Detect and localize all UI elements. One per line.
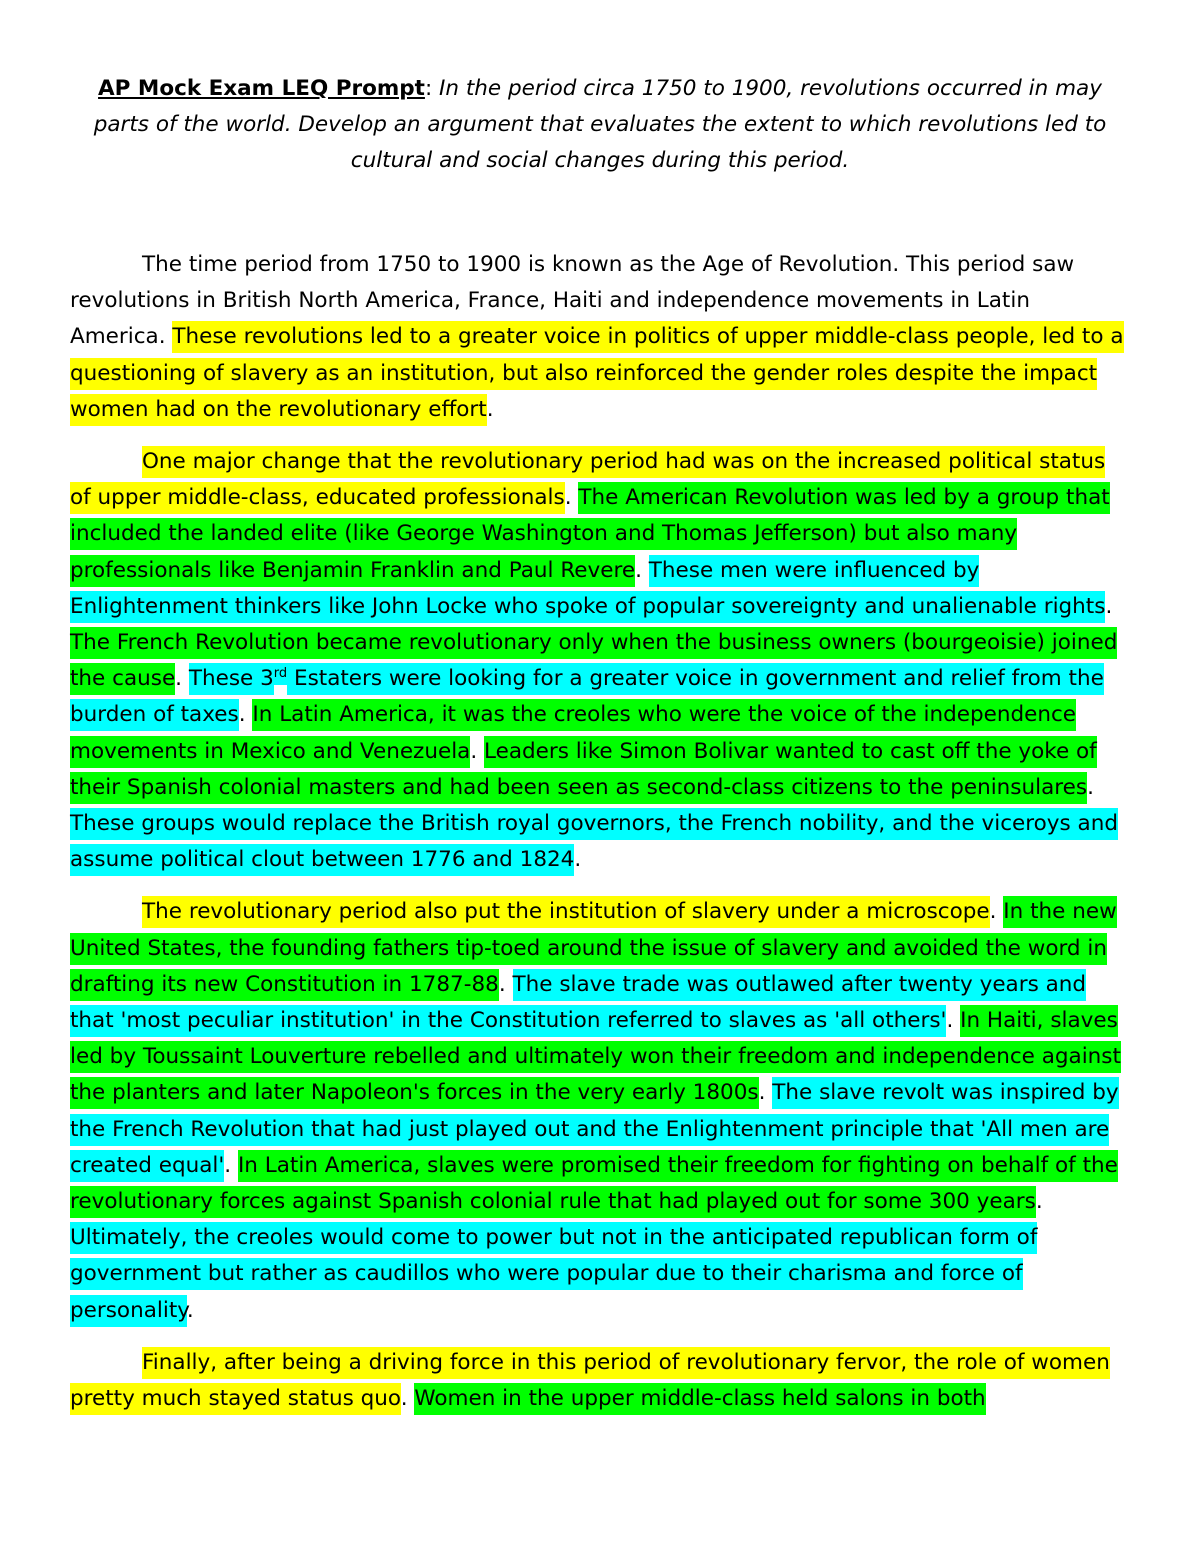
essay-paragraph-slavery [70,894,1130,1328]
essay-text-segment: The revolutionary period also put the institution of slavery under a microscope [142,896,990,928]
essay-text-segment: Ultimately, the creoles would come to power but not in the anticipated republican form of government but rather as caudillos who were popular due to their charisma and force of personality [70,1222,1037,1326]
essay-text-segment: . [635,557,649,583]
essay-text-segment: The American Revolution was led by a group that included the landed elite (like George Washington and Thomas Jefferson) but also many professionals like Benjamin Franklin and Paul Revere [70,482,1110,586]
essay-text-segment: . [1035,1189,1043,1215]
essay-text-segment: The time period from 1750 to 1900 is known as the Age of Revolution. This period saw revolutions in British North America, France, Haiti and independence movements in Latin America. [70,252,1075,350]
essay-text-segment: . [564,485,579,511]
essay-paragraph-women [70,1345,1130,1417]
essay-text-segment: . [186,1297,194,1323]
essay-text-segment: In the new United States, the founding fathers tip-toed around the issue of slavery and avoided the word in drafting its new Constitution in 1787-88 [70,896,1117,1000]
essay-text-segment: . [758,1080,773,1106]
essay-paragraph-intro [70,247,1130,428]
essay-text-segment: . [238,702,253,728]
essay-body [70,247,1130,1433]
essay-text-segment: The slave trade was outlawed after twenty years and that 'most peculiar institution' in the Constitution referred to slaves as 'all others' [70,969,1086,1037]
essay-text-segment: . [1087,774,1094,800]
essay-text-segment: These groups would replace the British royal governors, the French nobility, and the viceroys and assume political clout between 1776 and 1824 [70,808,1118,876]
essay-text-segment: Finally, after being a driving force in this period of revolutionary fervor, the role of women pretty much stayed status quo [70,1347,1110,1415]
superscript-text: rd [274,663,287,685]
prompt-colon: : [424,76,433,101]
essay-text-segment: These men were influenced by Enlightenment thinkers like John Locke who spoke of popular sovereignty and unalienable rights [70,555,1105,623]
prompt-label: AP Mock Exam LEQ Prompt [98,76,425,101]
essay-text-segment: Leaders like Simon Bolivar wanted to cast off the yoke of their Spanish colonial masters and had been seen as second-class citizens to the peninsulares [70,736,1097,804]
essay-text-segment: In Haiti, slaves led by Toussaint Louverture rebelled and ultimately won their freedom and independence against the planters and later Napoleon's forces in the very early 1800s [70,1005,1121,1109]
essay-text-segment: . [574,847,582,873]
essay-text-segment: . [1105,593,1113,619]
essay-text-segment: Estaters were looking for a greater voice in government and relief from the burden of taxes [70,663,1104,731]
essay-paragraph-political-status [70,444,1130,878]
essay-text-segment: . [224,1152,238,1178]
prompt-heading [70,71,1130,179]
essay-text-segment: One major change that the revolutionary period had was on the increased political status of upper middle-class, educated professionals [70,446,1105,514]
essay-text-segment: . [400,1386,415,1412]
essay-text-segment: In Latin America, it was the creoles who were the voice of the independence movements in Mexico and Venezuela [70,699,1076,767]
essay-text-segment: . [470,738,485,764]
essay-text-segment: . [989,899,1004,925]
essay-text-segment: These revolutions led to a greater voice in politics of upper middle-class people, led to a questioning of slavery as an institution, but also reinforced the gender roles despite the impact women had on the revolutionary effort [70,321,1124,425]
essay-text-segment: . [486,396,494,422]
essay-text-segment: The slave revolt was inspired by the French Revolution that had just played out and the Enlightenment principle that 'All men are created equal' [70,1077,1119,1181]
essay-text-segment: . [175,666,189,692]
essay-text-segment: . [498,971,513,997]
essay-text-segment: These 3 [189,663,274,695]
prompt-text: In the period circa 1750 to 1900, revolutions occurred in may parts of the world. Develop an argument that evaluates the extent to which revolutions led to cultural and social changes during this period. [93,76,1107,173]
essay-text-segment: . [946,1008,961,1034]
essay-text-segment: Women in the upper middle-class held salons in both [414,1383,985,1415]
essay-text-segment: The French Revolution became revolutionary only when the business owners (bourgeoisie) joined the cause [70,627,1117,695]
essay-text-segment: In Latin America, slaves were promised their freedom for fighting on behalf of the revolutionary forces against Spanish colonial rule that had played out for some 300 years [70,1150,1118,1218]
